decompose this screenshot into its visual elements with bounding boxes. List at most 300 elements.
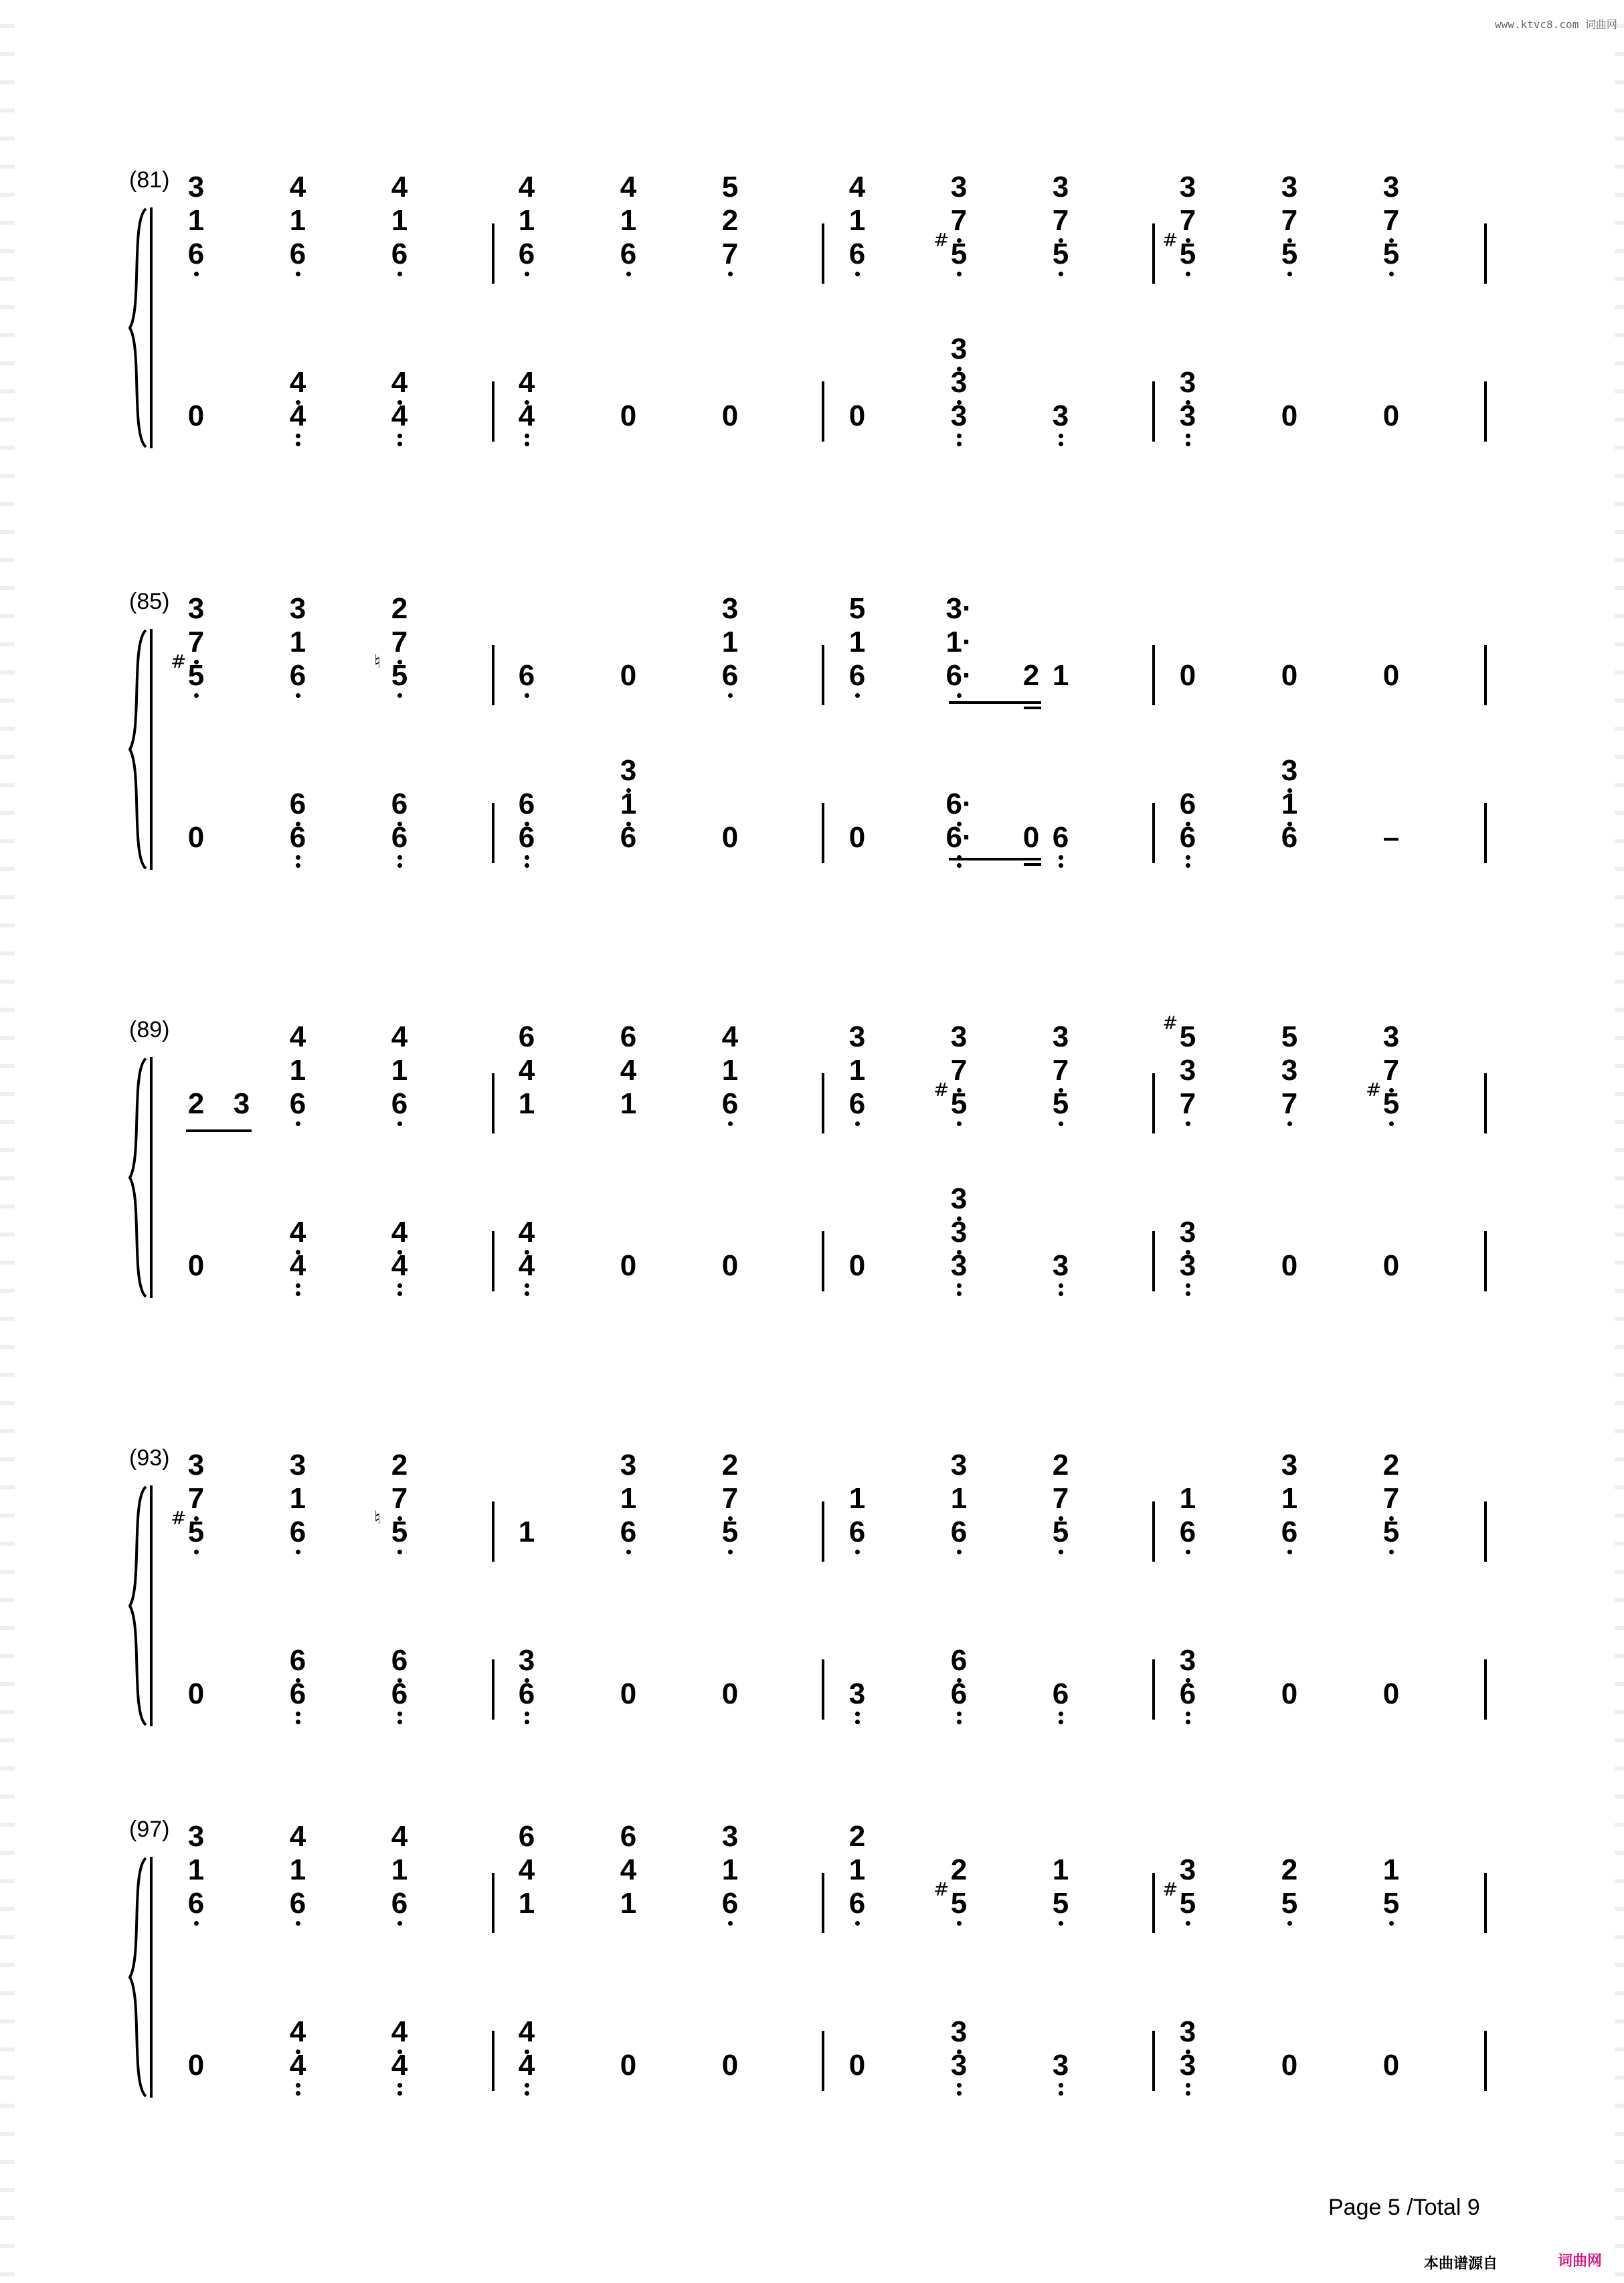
note: 5 (1281, 1020, 1298, 1053)
note: 5 (1052, 1887, 1069, 1920)
natural-sign: ♮ (374, 650, 381, 672)
note: 7 (721, 1482, 739, 1515)
barline (492, 1501, 494, 1562)
system-brace (128, 1857, 149, 2098)
note: 1 (848, 204, 866, 237)
octave-dot (1059, 1712, 1063, 1716)
sharp-sign: # (171, 1507, 187, 1529)
note: 2 (391, 592, 408, 625)
note: 7 (1179, 204, 1196, 237)
sharp-sign: # (1366, 1079, 1382, 1101)
system-left-barline (150, 1485, 153, 1726)
octave-dot (1186, 434, 1190, 438)
note: 4 (289, 1216, 306, 1249)
note: 1 (289, 626, 306, 658)
barline (1484, 381, 1487, 442)
octave-dot (1059, 1291, 1063, 1296)
note: 5 (721, 1516, 739, 1548)
octave-dot (957, 434, 962, 438)
note: 1 (391, 1853, 408, 1886)
octave-dot (626, 272, 631, 276)
note: 5 (391, 659, 408, 692)
note: – (1382, 821, 1400, 854)
note: 6 (289, 1516, 306, 1548)
barline (1484, 1231, 1487, 1291)
note: 4 (518, 1249, 535, 1282)
octave-dot (957, 1291, 962, 1296)
octave-dot (957, 1720, 962, 1724)
note: 2 (950, 1853, 968, 1886)
note: 3 (620, 1449, 637, 1481)
octave-dot (296, 442, 300, 446)
note: 7 (1052, 1482, 1069, 1515)
barline (492, 381, 494, 442)
note: 6 (391, 1677, 408, 1710)
beam-underline (186, 1129, 252, 1132)
measure-number: (81) (129, 167, 170, 193)
note: 6 (950, 1516, 968, 1548)
note: 0 (1281, 2049, 1298, 2082)
note: 1 (1179, 1482, 1196, 1515)
octave-dot (296, 693, 300, 698)
note: 0 (1281, 1249, 1298, 1282)
note: 1 (289, 204, 306, 237)
barline (1152, 803, 1155, 863)
octave-dot (296, 1283, 300, 1288)
octave-dot (296, 2083, 300, 2088)
note: 6 (848, 1516, 866, 1548)
note: 6 (1179, 1516, 1196, 1548)
octave-dot (1389, 1921, 1394, 1926)
octave-dot (525, 1291, 529, 1296)
octave-dot (525, 2083, 529, 2088)
barline (492, 645, 494, 705)
note: 2 (721, 204, 739, 237)
note: 3 (620, 754, 637, 787)
note: 7 (187, 626, 205, 658)
octave-dot (525, 693, 529, 698)
octave-dot (525, 2091, 529, 2096)
note: 6 (518, 1020, 535, 1053)
octave-dot (855, 693, 860, 698)
note: 5 (1179, 1020, 1196, 1053)
octave-dot (296, 2091, 300, 2096)
barline (822, 2031, 824, 2091)
note: 3 (187, 1449, 205, 1481)
barline (822, 1231, 824, 1291)
note: 0 (1022, 821, 1040, 854)
barline (1484, 1501, 1487, 1562)
measure-number: (89) (129, 1017, 170, 1042)
note: 4 (518, 171, 535, 203)
note: 6 (950, 1644, 968, 1677)
octave-dot (397, 1921, 402, 1926)
octave-dot (397, 1720, 402, 1724)
note: 4 (289, 2015, 306, 2048)
note: 4 (518, 399, 535, 432)
barline (1484, 803, 1487, 863)
octave-dot (1059, 434, 1063, 438)
note: 3 (848, 1020, 866, 1053)
note: 4 (289, 366, 306, 399)
octave-dot (728, 693, 733, 698)
note: 0 (187, 2049, 205, 2082)
source-label: 本曲谱源自 (1424, 2256, 1498, 2272)
note: 3 (848, 1677, 866, 1710)
note: 5 (1281, 1887, 1298, 1920)
note: 3 (233, 1087, 250, 1120)
note: 1· (945, 626, 972, 658)
note: 4 (391, 171, 408, 203)
barline (1152, 1873, 1155, 1933)
octave-dot (728, 1121, 733, 1126)
note: 4 (620, 171, 637, 203)
note: 3 (187, 592, 205, 625)
note: 4 (620, 1054, 637, 1087)
octave-dot (957, 2083, 962, 2088)
note: 1 (848, 626, 866, 658)
note: 0 (1281, 399, 1298, 432)
octave-dot (728, 1550, 733, 1554)
note: 3 (1179, 1249, 1196, 1282)
octave-dot (296, 1712, 300, 1716)
note: 6 (187, 1887, 205, 1920)
note: 0 (721, 399, 739, 432)
octave-dot (855, 1550, 860, 1554)
octave-dot (1059, 272, 1063, 276)
note: 5 (1382, 238, 1400, 270)
barline (492, 223, 494, 284)
sharp-sign: # (933, 1878, 950, 1900)
note: 6 (518, 1677, 535, 1710)
note: 6 (848, 1887, 866, 1920)
octave-dot (397, 693, 402, 698)
octave-dot (1287, 272, 1292, 276)
note: 6 (620, 1516, 637, 1548)
note: 7 (391, 626, 408, 658)
octave-dot (1059, 1121, 1063, 1126)
octave-dot (1186, 863, 1190, 868)
note: 5 (1052, 1087, 1069, 1120)
note: 0 (721, 2049, 739, 2082)
note: 6 (1052, 1677, 1069, 1710)
note: 0 (848, 821, 866, 854)
octave-dot (525, 272, 529, 276)
note: 4 (391, 366, 408, 399)
note: 5 (721, 171, 739, 203)
note: 1 (289, 1054, 306, 1087)
note: 4 (518, 1853, 535, 1886)
octave-dot (296, 1291, 300, 1296)
barline (492, 803, 494, 863)
barline (1484, 1073, 1487, 1133)
octave-dot (1059, 1921, 1063, 1926)
system-left-barline (150, 1057, 153, 1298)
note: 3 (1052, 399, 1069, 432)
octave-dot (957, 693, 962, 698)
note: 4 (620, 1853, 637, 1886)
note: 4 (848, 171, 866, 203)
note: 6 (1179, 1677, 1196, 1710)
note: 1 (289, 1853, 306, 1886)
note: 7 (1052, 1054, 1069, 1087)
note: 1 (1052, 1853, 1069, 1886)
barline (822, 1873, 824, 1933)
octave-dot (1186, 442, 1190, 446)
note: 2 (1382, 1449, 1400, 1481)
octave-dot (397, 1550, 402, 1554)
note: 4 (391, 2049, 408, 2082)
note: 6 (721, 659, 739, 692)
octave-dot (1186, 2083, 1190, 2088)
barline (822, 1073, 824, 1133)
note: 6 (391, 821, 408, 854)
note: 6 (289, 788, 306, 820)
octave-dot (855, 1121, 860, 1126)
note: 5 (1179, 238, 1196, 270)
octave-dot (1059, 2091, 1063, 2096)
note: 1 (391, 204, 408, 237)
note: 0 (620, 1249, 637, 1282)
note: 7 (721, 238, 739, 270)
note: 5 (391, 1516, 408, 1548)
octave-dot (525, 855, 529, 860)
note: 6 (391, 1887, 408, 1920)
note: 6 (391, 1087, 408, 1120)
note: 1 (620, 1482, 637, 1515)
octave-dot (1186, 1712, 1190, 1716)
note: 0 (620, 1677, 637, 1710)
note: 5 (950, 1887, 968, 1920)
octave-dot (957, 2091, 962, 2096)
note: 3 (1179, 2049, 1196, 2082)
measure-number: (93) (129, 1445, 170, 1471)
octave-dot (957, 1921, 962, 1926)
note: 3 (1179, 2015, 1196, 2048)
note: 3 (1179, 1644, 1196, 1677)
barline (1152, 1501, 1155, 1562)
note: 3 (187, 1820, 205, 1853)
sharp-sign: # (171, 650, 187, 672)
note: 7 (1052, 204, 1069, 237)
sharp-sign: # (1162, 1878, 1178, 1900)
note: 3 (1281, 171, 1298, 203)
octave-dot (1186, 1550, 1190, 1554)
note: 1 (518, 1516, 535, 1548)
beam-underline (1024, 863, 1041, 866)
note: 6 (1179, 788, 1196, 820)
barline (822, 1659, 824, 1720)
octave-dot (397, 434, 402, 438)
octave-dot (194, 272, 199, 276)
page-border-right (1615, 0, 1624, 2283)
note: 1 (620, 1887, 637, 1920)
octave-dot (1059, 1720, 1063, 1724)
note: 0 (1382, 2049, 1400, 2082)
note: 0 (187, 1677, 205, 1710)
note: 2 (1281, 1853, 1298, 1886)
note: 3 (1052, 1020, 1069, 1053)
note: 6 (289, 1644, 306, 1677)
note: 3 (950, 366, 968, 399)
barline (492, 1231, 494, 1291)
note: 3 (950, 2049, 968, 2082)
note: 3 (950, 1216, 968, 1249)
note: 5 (1382, 1516, 1400, 1548)
note: 3 (1179, 1853, 1196, 1886)
barline (492, 2031, 494, 2091)
note: 6· (945, 788, 972, 820)
note: 1 (289, 1482, 306, 1515)
note: 0 (848, 1249, 866, 1282)
barline (1484, 1873, 1487, 1933)
site-logo: 词曲网 (1558, 2253, 1603, 2270)
note: 7 (187, 1482, 205, 1515)
note: 6 (289, 1087, 306, 1120)
note: 3 (1382, 1020, 1400, 1053)
octave-dot (855, 1712, 860, 1716)
octave-dot (296, 863, 300, 868)
note: 5 (187, 1516, 205, 1548)
octave-dot (296, 1720, 300, 1724)
note: 1 (1281, 1482, 1298, 1515)
note: 4 (391, 1249, 408, 1282)
note: 4 (289, 2049, 306, 2082)
note: 1 (848, 1054, 866, 1087)
note: 6· (945, 659, 972, 692)
note: 6 (848, 659, 866, 692)
note: 6 (391, 788, 408, 820)
octave-dot (296, 1121, 300, 1126)
barline (1152, 1231, 1155, 1291)
octave-dot (1059, 1550, 1063, 1554)
note: 0 (1281, 659, 1298, 692)
octave-dot (1287, 1921, 1292, 1926)
system-brace (128, 1485, 149, 1726)
note: 4 (391, 399, 408, 432)
note: 0 (721, 1249, 739, 1282)
note: 7 (1382, 1054, 1400, 1087)
note: 7 (1281, 204, 1298, 237)
note: 1 (620, 204, 637, 237)
octave-dot (296, 434, 300, 438)
octave-dot (855, 272, 860, 276)
barline (822, 381, 824, 442)
page-number: Page 5 /Total 9 (1328, 2195, 1480, 2220)
note: 6 (721, 1087, 739, 1120)
note: 5 (950, 238, 968, 270)
note: 3 (1179, 1054, 1196, 1087)
note: 2 (848, 1820, 866, 1853)
note: 6 (620, 821, 637, 854)
note: 3 (950, 2015, 968, 2048)
note: 3· (945, 592, 972, 625)
note: 3 (1052, 171, 1069, 203)
note: 0 (721, 1677, 739, 1710)
note: 3 (1281, 1449, 1298, 1481)
octave-dot (1186, 272, 1190, 276)
note: 5 (1382, 1087, 1400, 1120)
note: 7 (950, 204, 968, 237)
note: 1 (518, 204, 535, 237)
measure-number: (97) (129, 1817, 170, 1842)
barline (1152, 645, 1155, 705)
note: 3 (1052, 2049, 1069, 2082)
system-left-barline (150, 629, 153, 870)
note: 6 (518, 788, 535, 820)
note: 1 (950, 1482, 968, 1515)
octave-dot (397, 863, 402, 868)
note: 0 (1382, 1249, 1400, 1282)
note: 4 (289, 399, 306, 432)
note: 4 (391, 2015, 408, 2048)
barline (822, 1501, 824, 1562)
octave-dot (397, 442, 402, 446)
note: 4 (518, 2015, 535, 2048)
note: 3 (950, 171, 968, 203)
note: 0 (1382, 1677, 1400, 1710)
note: 3 (950, 1182, 968, 1215)
note: 7 (1382, 204, 1400, 237)
octave-dot (1389, 1121, 1394, 1126)
note: 7 (950, 1054, 968, 1087)
barline (492, 1659, 494, 1720)
note: 3 (950, 333, 968, 365)
note: 5 (950, 1087, 968, 1120)
measure-number: (85) (129, 589, 170, 614)
beam-underline (949, 858, 1041, 860)
note: 0 (187, 399, 205, 432)
note: 3 (721, 1820, 739, 1853)
note: 5 (1052, 238, 1069, 270)
note: 6 (1179, 821, 1196, 854)
note: 6 (848, 238, 866, 270)
octave-dot (397, 1283, 402, 1288)
note: 6 (289, 1677, 306, 1710)
note: 1 (1382, 1853, 1400, 1886)
octave-dot (1059, 1283, 1063, 1288)
note: 5 (1179, 1887, 1196, 1920)
note: 6 (518, 1820, 535, 1853)
page-border-left (0, 0, 15, 2283)
sharp-sign: # (1162, 229, 1178, 251)
note: 4 (518, 2049, 535, 2082)
note: 6 (289, 238, 306, 270)
note: 6 (1281, 1516, 1298, 1548)
octave-dot (1186, 1283, 1190, 1288)
octave-dot (296, 1921, 300, 1926)
note: 3 (950, 1449, 968, 1481)
octave-dot (397, 2091, 402, 2096)
note: 3 (1179, 1216, 1196, 1249)
note: 4 (391, 1216, 408, 1249)
octave-dot (1059, 863, 1063, 868)
note: 0 (848, 399, 866, 432)
octave-dot (1059, 855, 1063, 860)
note: 7 (1179, 1087, 1196, 1120)
octave-dot (525, 1712, 529, 1716)
octave-dot (626, 1550, 631, 1554)
note: 6 (518, 821, 535, 854)
note: 6 (950, 1677, 968, 1710)
note: 1 (518, 1087, 535, 1120)
note: 0 (848, 2049, 866, 2082)
note: 6 (721, 1887, 739, 1920)
note: 5 (848, 592, 866, 625)
octave-dot (397, 855, 402, 860)
octave-dot (957, 1550, 962, 1554)
octave-dot (525, 1283, 529, 1288)
